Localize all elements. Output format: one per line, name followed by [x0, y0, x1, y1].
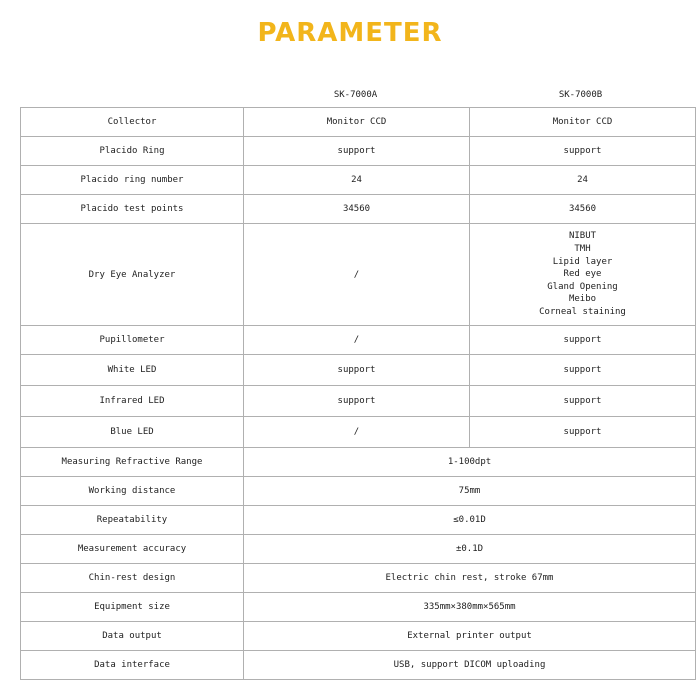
cell-collector-a: Monitor CCD [244, 108, 470, 137]
table-row [21, 535, 696, 564]
table-row [21, 108, 696, 137]
row-label-white-led: White LED [21, 355, 244, 386]
table-row [21, 564, 696, 593]
dry-eye-feature: NIBUT [568, 231, 597, 242]
table-row [21, 506, 696, 535]
row-label-repeatability: Repeatability [21, 506, 244, 535]
column-header-sk-7000a: SK-7000A [333, 90, 378, 100]
cell-white-led-a: support [244, 355, 470, 386]
cell-placido-test-points-b: 34560 [470, 195, 696, 224]
row-label-refractive-range: Measuring Refractive Range [21, 448, 244, 477]
cell-infrared-led-a: support [244, 386, 470, 417]
dry-eye-feature: Red eye [563, 269, 602, 280]
row-label-placido-ring-number: Placido ring number [21, 166, 244, 195]
row-label-collector: Collector [21, 108, 244, 137]
table-row [21, 448, 696, 477]
row-label-blue-led: Blue LED [21, 417, 244, 448]
cell-pupillometer-a: / [244, 326, 470, 355]
table-row [21, 195, 696, 224]
cell-equipment-size: 335mm×380mm×565mm [244, 593, 696, 622]
cell-collector-b: Monitor CCD [470, 108, 696, 137]
table-row [21, 386, 696, 417]
cell-pupillometer-b: support [470, 326, 696, 355]
dry-eye-feature: Corneal staining [539, 306, 626, 317]
parameter-table [20, 107, 696, 680]
cell-infrared-led-b: support [470, 386, 696, 417]
row-label-working-distance: Working distance [21, 477, 244, 506]
dry-eye-feature: Meibo [568, 294, 597, 305]
row-label-infrared-led: Infrared LED [21, 386, 244, 417]
row-label-placido-test-points: Placido test points [21, 195, 244, 224]
row-label-measurement-accuracy: Measurement accuracy [21, 535, 244, 564]
cell-working-distance: 75mm [244, 477, 696, 506]
cell-dry-eye-b [470, 224, 696, 326]
cell-dry-eye-a: / [244, 224, 470, 326]
table-row [21, 477, 696, 506]
row-label-data-output: Data output [21, 622, 244, 651]
cell-placido-test-points-a: 34560 [244, 195, 470, 224]
page-title: PARAMETER [257, 18, 443, 48]
dry-eye-feature: TMH [574, 244, 591, 255]
cell-measurement-accuracy: ±0.1D [244, 535, 696, 564]
cell-placido-ring-number-a: 24 [244, 166, 470, 195]
table-row [21, 593, 696, 622]
table-row [21, 137, 696, 166]
cell-data-interface: USB, support DICOM uploading [244, 651, 696, 680]
row-label-equipment-size: Equipment size [21, 593, 244, 622]
table-row [21, 224, 696, 326]
dry-eye-feature: Lipid layer [552, 256, 613, 267]
cell-repeatability: ≤0.01D [244, 506, 696, 535]
cell-placido-ring-b: support [470, 137, 696, 166]
table-row [21, 651, 696, 680]
cell-white-led-b: support [470, 355, 696, 386]
row-label-placido-ring: Placido Ring [21, 137, 244, 166]
column-header-sk-7000b: SK-7000B [558, 90, 603, 100]
row-label-data-interface: Data interface [21, 651, 244, 680]
table-row [21, 355, 696, 386]
dry-eye-feature: Gland Opening [547, 281, 618, 292]
cell-chin-rest: Electric chin rest, stroke 67mm [244, 564, 696, 593]
row-label-pupillometer: Pupillometer [21, 326, 244, 355]
table-row [21, 622, 696, 651]
cell-blue-led-b: support [470, 417, 696, 448]
cell-placido-ring-number-b: 24 [470, 166, 696, 195]
row-label-chin-rest: Chin-rest design [21, 564, 244, 593]
table-row [21, 166, 696, 195]
cell-placido-ring-a: support [244, 137, 470, 166]
cell-data-output: External printer output [244, 622, 696, 651]
cell-blue-led-a: / [244, 417, 470, 448]
cell-refractive-range: 1-100dpt [244, 448, 696, 477]
row-label-dry-eye-analyzer: Dry Eye Analyzer [21, 224, 244, 326]
table-row [21, 326, 696, 355]
table-row [21, 417, 696, 448]
